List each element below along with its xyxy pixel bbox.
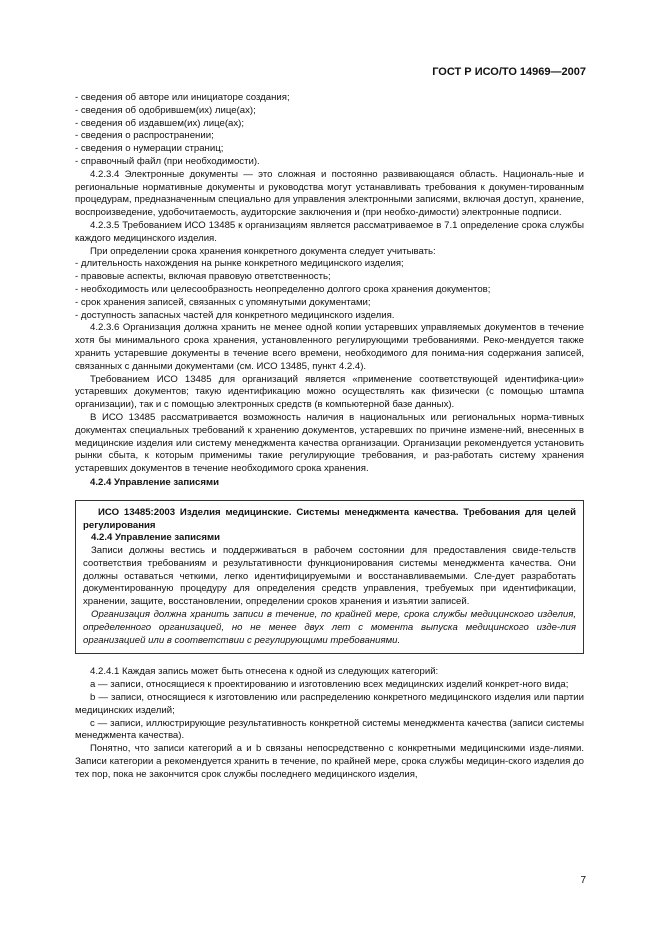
bottom-paragraphs (75, 666, 584, 781)
box-body: Записи должны вестись и поддерживаться в рабочем состоянии для предоставления свиде-тельств соответствия требованиям и результативности функционирования системы менеджмента качества. Они должны оставаться четкими, легко идентифицируемыми и восстанавливаемыми. Сле-дует разработать документированную процедуру для определения средств управления, требуемых при идентификации, хранении, защите, восстановлении, определении сроков хранения и изъятии записей. (83, 545, 576, 608)
paragraph: При определении срока хранения конкретного документа следует учитывать: (90, 245, 436, 257)
page-number: 7 (580, 875, 586, 886)
paragraph: Понятно, что записи категорий a и b связаны непосредственно с конкретными медицинскими изде-лиями. Записи категории а рекомендуется хранить в течение, по крайней мере, срока службы медицин-ского изделия до тех пор, пока не закончится срок службы последнего медицинского изделия, (75, 743, 584, 780)
list-item: - сведения об авторе или инициаторе создания; (75, 92, 290, 103)
list-item: - необходимость или целесообразность неопределенно долгого срока хранения документов; (75, 283, 491, 295)
paragraph: а — записи, относящиеся к проектированию и изготовлению всех медицинских изделий конкрет-ного вида; (90, 679, 569, 691)
list-item: - длительность нахождения на рынке конкретного медицинского изделия; (75, 258, 404, 270)
paragraph: Требованием ИСО 13485 для организаций является «применение соответствующей идентифика-ции» устаревших документов; такую идентификацию можно осуществлять как физически (с помощью штампа организации), так и с помощью электронных средств (в компьютерной базе данных). (75, 373, 584, 411)
box-title: ИСО 13485:2003 Изделия медицинские. Системы менеджмента качества. Требования для целей регулирования (83, 506, 576, 531)
paragraph: 4.2.3.5 Требованием ИСО 13485 к организациям является рассматриваемое в 7.1 определение срока службы каждого медицинского изделия. (75, 219, 584, 244)
quoted-standard-box (75, 500, 584, 655)
list-item: - срок хранения записей, связанных с упомянутыми документами; (75, 296, 371, 308)
list-item: - справочный файл (при необходимости). (75, 155, 260, 167)
paragraph: 4.2.4.1 Каждая запись может быть отнесена к одной из следующих категорий: (90, 666, 439, 678)
list-item: - доступность запасных частей для конкретного медицинского изделия. (75, 309, 395, 321)
list-item: - сведения о нумерации страниц; (75, 143, 224, 155)
box-subtitle: 4.2.4 Управление записями (91, 532, 220, 544)
paragraph: 4.2.3.4 Электронные документы — это сложная и постоянно развивающаяся область. Националь-ные и региональные нормативные документы и руководства могут устанавливать требования к докумен-тированным процедурам, предназначенным специально для управления электронными записями, включая доступ, хранение, воспроизведение, удобочитаемость, аудиторские заключения и (при необхо-димости) электронные подписи. (75, 168, 584, 219)
paragraph: с — записи, иллюстрирующие результативность конкретной системы менеджмента качества (записи системы менеджмента качества). (75, 717, 584, 742)
list-item: - правовые аспекты, включая правовую ответственность; (75, 271, 331, 283)
list-item: - сведения об издавшем(их) лице(ах); (75, 117, 245, 129)
box-italic-note: Организация должна хранить записи в течение, по крайней мере, срока службы медицинского изделия, определенного организацией, но не менее двух лет с момента выпуска медицинского изде-лия организацией или в соответствии с регулирующими требованиями. (83, 609, 576, 646)
list-item: - сведения о распространении; (75, 130, 214, 142)
paragraph: В ИСО 13485 рассматривается возможность наличия в национальных или региональных норма-тивных документах специальных требований к хранению документов, устаревших по причине измене-ний, внесенных в медицинские изделия или систему менеджмента качества организации. Организации рекомендуется установить рынки сбыта, к которым применимы такие регулирующие требования, и раз-работать систему хранения устаревших документов в течение необходимого срока хранения. (75, 411, 584, 475)
page-header: ГОСТ Р ИСО/ТО 14969—2007 (432, 66, 586, 78)
top-paragraphs (75, 92, 584, 490)
section-heading: 4.2.4 Управление записями (90, 476, 219, 488)
list-item: - сведения об одобрившем(их) лице(ах); (75, 104, 256, 116)
paragraph: b — записи, относящиеся к изготовлению или распределению конкретного медицинского изделия или партии медицинских изделий; (75, 692, 584, 716)
page-body (75, 92, 584, 782)
paragraph: 4.2.3.6 Организация должна хранить не менее одной копии устаревших управляемых документов в течение хотя бы минимального срока хранения, установленного регулирующими требованиями. Реко-мендуется также хранить устаревшие документы в течение всего времени, необходимого для понима-ния содержания записей, связанных с данными документами (см. ИСО 13485, пункт 4.2.4). (75, 322, 584, 372)
